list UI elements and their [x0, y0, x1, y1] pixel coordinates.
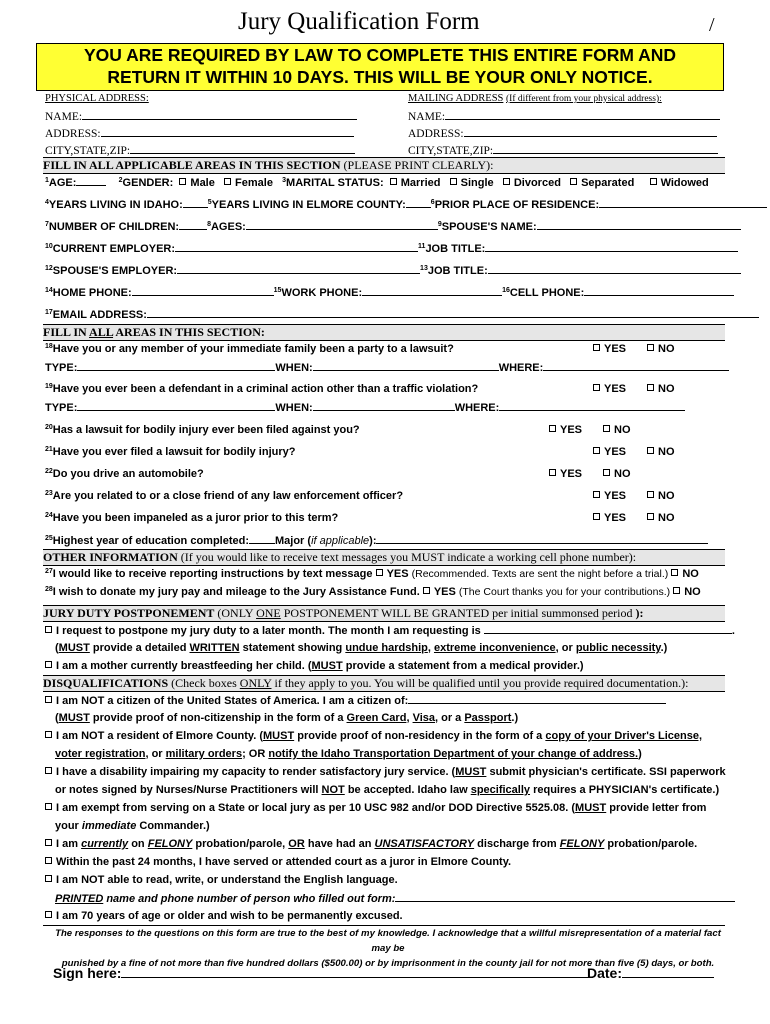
disq-served: Within the past 24 months, I have served or attended court as a juror in Elmore County. — [45, 855, 511, 869]
email-field[interactable] — [147, 307, 759, 318]
section-postponement-header: JURY DUTY POSTPONEMENT (ONLY ONE POSTPONEMENT WILL BE GRANTED per initial summonsed period ): — [43, 605, 725, 622]
q21-yes-option[interactable]: YES — [593, 445, 626, 459]
disq-served-checkbox[interactable] — [45, 857, 52, 864]
disclaimer-line-1: The responses to the questions on this form are true to the best of my knowledge. I acknowledge that a willful misrepresentation of a material fact may be — [55, 928, 721, 954]
q20-yes-checkbox[interactable] — [549, 425, 556, 432]
q28-no-option[interactable]: NO — [673, 586, 701, 598]
q19-yes-checkbox[interactable] — [593, 384, 600, 391]
question-18: $^{18}$Have you or any member of your immediate family been a party to a lawsuit? — [45, 343, 454, 355]
q18-yes-checkbox[interactable] — [593, 344, 600, 351]
q20-yes-option[interactable]: YES — [549, 423, 582, 437]
physical-name-field[interactable]: NAME: — [45, 109, 357, 124]
disq-felony-checkbox[interactable] — [45, 839, 52, 846]
separated-checkbox[interactable] — [570, 178, 577, 185]
personal-row-3: $^7$NUMBER OF CHILDREN: $^8$AGES: $^9$SPOUSE'S NAME: — [45, 219, 741, 234]
disq-english-checkbox[interactable] — [45, 875, 52, 882]
q27-no-checkbox[interactable] — [671, 569, 678, 576]
disq-military: I am exempt from serving on a State or local jury as per 10 USC 982 and/or DOD Directive 5525.08. (MUST provide letter from — [45, 801, 706, 815]
q23-no-checkbox[interactable] — [647, 491, 654, 498]
disq-disability: I have a disability impairing my capacity to render satisfactory jury service. (MUST submit physician's certificate. SSI paperwork — [45, 765, 726, 779]
q18-when-field[interactable] — [313, 360, 499, 371]
job-title-field[interactable] — [485, 241, 738, 252]
signature-field[interactable] — [121, 964, 593, 978]
major-field[interactable] — [376, 533, 708, 544]
q20-no-checkbox[interactable] — [603, 425, 610, 432]
personal-row-7: $^{17}$EMAIL ADDRESS: — [45, 307, 759, 322]
disq-citizen-note: (MUST provide proof of non-citizenship in the form of a Green Card, Visa, or a Passport.) — [55, 712, 519, 724]
widowed-option[interactable]: Widowed — [650, 177, 709, 189]
single-checkbox[interactable] — [450, 178, 457, 185]
mailing-csz-field[interactable]: CITY,STATE,ZIP: — [408, 143, 718, 158]
section-all-areas-header: FILL IN ALL AREAS IN THIS SECTION: — [43, 324, 725, 341]
q18-yes-option[interactable]: YES — [593, 342, 626, 356]
employer-field[interactable] — [175, 241, 418, 252]
banner-line-2: RETURN IT WITHIN 10 DAYS. THIS WILL BE YOUR ONLY NOTICE. — [107, 67, 653, 87]
male-checkbox[interactable] — [179, 178, 186, 185]
q19-where-field[interactable] — [499, 400, 685, 411]
female-option[interactable]: Female — [224, 177, 273, 189]
physical-address-field[interactable]: ADDRESS: — [45, 126, 354, 141]
question-27: $^{27}$I would like to receive reporting instructions by text message YES (Recommended. Texts are sent the night before a trial.) NO — [45, 568, 699, 580]
physical-address-header: PHYSICAL ADDRESS: — [45, 93, 149, 104]
banner-line-1: YOU ARE REQUIRED BY LAW TO COMPLETE THIS ENTIRE FORM AND — [83, 45, 677, 65]
postpone-note: (MUST provide a detailed WRITTEN statement showing undue hardship, extreme inconvenience, or public necessity.) — [55, 642, 668, 654]
q24-no-option[interactable]: NO — [647, 511, 675, 525]
question-25: $^{25}$Highest year of education completed: Major (if applicable): — [45, 533, 708, 548]
q28-yes-checkbox[interactable] — [423, 587, 430, 594]
q21-no-option[interactable]: NO — [647, 445, 675, 459]
q28-no-checkbox[interactable] — [673, 587, 680, 594]
q27-no-option[interactable]: NO — [671, 568, 699, 580]
breastfeeding-option: I am a mother currently breastfeeding her child. (MUST provide a statement from a medical provider.) — [45, 659, 584, 673]
q24-yes-checkbox[interactable] — [593, 513, 600, 520]
spouse-name-field[interactable] — [537, 219, 741, 230]
breastfeeding-checkbox[interactable] — [45, 661, 52, 668]
question-19: $^{19}$Have you ever been a defendant in a criminal action other than a traffic violation? — [45, 383, 479, 395]
years-idaho-field[interactable] — [183, 197, 208, 208]
disq-disability-note: or notes signed by Nurses/Nurse Practitioners will NOT be accepted. Idaho law specifically requires a PHYSICIAN's certificate.) — [55, 784, 720, 796]
disq-resident-checkbox[interactable] — [45, 731, 52, 738]
form-title: Jury Qualification Form — [238, 8, 480, 35]
divorced-checkbox[interactable] — [503, 178, 510, 185]
q22-no-option[interactable]: NO — [603, 467, 631, 481]
mailing-address-field[interactable]: ADDRESS: — [408, 126, 717, 141]
question-21: $^{21}$Have you ever filed a lawsuit for bodily injury? — [45, 446, 296, 458]
disq-citizen-checkbox[interactable] — [45, 696, 52, 703]
postpone-checkbox[interactable] — [45, 626, 52, 633]
question-28: $^{28}$I wish to donate my jury pay and mileage to the Jury Assistance Fund. YES (The Court thanks you for your contributions.) NO — [45, 586, 701, 598]
widowed-checkbox[interactable] — [650, 178, 657, 185]
q19-type-field[interactable] — [77, 400, 275, 411]
cell-phone-field[interactable] — [584, 285, 734, 296]
married-checkbox[interactable] — [390, 178, 397, 185]
separated-option[interactable]: Separated — [570, 177, 634, 189]
disq-age: I am 70 years of age or older and wish to be permanently excused. — [45, 909, 403, 923]
physical-csz-field[interactable]: CITY,STATE,ZIP: — [45, 143, 355, 158]
date-field[interactable] — [622, 964, 714, 978]
q22-yes-option[interactable]: YES — [549, 467, 582, 481]
q27-yes-option[interactable]: YES — [376, 568, 409, 580]
years-elmore-field[interactable] — [406, 197, 431, 208]
disq-citizen: I am NOT a citizen of the United States of America. I am a citizen of: — [45, 693, 666, 708]
disq-resident: I am NOT a resident of Elmore County. (MUST provide proof of non-residency in the form of a copy of your Driver's License, — [45, 729, 702, 743]
spouse-job-title-field[interactable] — [488, 263, 741, 274]
female-checkbox[interactable] — [224, 178, 231, 185]
question-24: $^{24}$Have you been impaneled as a juror prior to this term? — [45, 512, 339, 524]
personal-row-4: $^{10}$CURRENT EMPLOYER: $^{11}$JOB TITLE: — [45, 241, 738, 256]
spouse-employer-field[interactable] — [177, 263, 420, 274]
q18-type-field[interactable] — [77, 360, 275, 371]
q22-yes-checkbox[interactable] — [549, 469, 556, 476]
section-other-info-header: OTHER INFORMATION (If you would like to receive text messages you MUST indicate a working cell phone number): — [43, 549, 725, 566]
date-row: Date: — [587, 964, 714, 981]
q19-details: TYPE: WHEN: WHERE: — [45, 400, 685, 415]
ages-field[interactable] — [246, 219, 438, 230]
signature-row: Sign here: — [53, 964, 593, 981]
section-applicable-header: FILL IN ALL APPLICABLE AREAS IN THIS SECTION (PLEASE PRINT CLEARLY): — [43, 157, 725, 174]
section-disqualifications-header: DISQUALIFICATIONS (Check boxes ONLY if they apply to you. You will be qualified until you provide required documentation.): — [43, 675, 725, 692]
filled-by-field[interactable] — [395, 891, 735, 902]
home-phone-field[interactable] — [132, 285, 274, 296]
postpone-request: I request to postpone my jury duty to a later month. The month I am requesting is . — [45, 623, 735, 638]
q23-yes-checkbox[interactable] — [593, 491, 600, 498]
disq-military-checkbox[interactable] — [45, 803, 52, 810]
q19-when-field[interactable] — [313, 400, 455, 411]
single-option[interactable]: Single — [450, 177, 494, 189]
disq-disability-checkbox[interactable] — [45, 767, 52, 774]
q24-no-checkbox[interactable] — [647, 513, 654, 520]
q20-no-option[interactable]: NO — [603, 423, 631, 437]
disclaimer-line-2: punished by a fine of not more than five hundred dollars ($500.00) or by imprisonment in the county jail for not more than five (5) days, or both. — [61, 958, 715, 969]
citizen-of-field[interactable] — [408, 693, 666, 704]
q23-yes-option[interactable]: YES — [593, 489, 626, 503]
q19-no-checkbox[interactable] — [647, 384, 654, 391]
q18-where-field[interactable] — [543, 360, 729, 371]
q19-yes-option[interactable]: YES — [593, 382, 626, 396]
personal-row-5: $^{12}$SPOUSE'S EMPLOYER: $^{13}$JOB TITLE: — [45, 263, 741, 278]
age-field[interactable] — [76, 175, 106, 186]
personal-row-1: $^1$AGE: $^2$GENDER: Male Female $^3$MARITAL STATUS: Married Single Divorced Separated Widowed — [45, 177, 709, 189]
disq-english-note: PRINTED name and phone number of person who filled out form: — [55, 891, 735, 906]
q21-yes-checkbox[interactable] — [593, 447, 600, 454]
personal-row-2: $^4$YEARS LIVING IN IDAHO: $^5$YEARS LIVING IN ELMORE COUNTY: $^6$PRIOR PLACE OF RESIDENCE: — [45, 197, 767, 212]
q18-details: TYPE: WHEN: WHERE: — [45, 360, 729, 375]
q28-yes-option[interactable]: YES — [423, 586, 456, 598]
male-option[interactable]: Male — [179, 177, 214, 189]
q18-no-option[interactable]: NO — [647, 342, 675, 356]
disq-english: I am NOT able to read, write, or understand the English language. — [45, 873, 398, 887]
married-option[interactable]: Married — [390, 177, 441, 189]
personal-row-6: $^{14}$HOME PHONE: $^{15}$WORK PHONE: $^{16}$CELL PHONE: — [45, 285, 734, 300]
disq-felony: I am currently on FELONY probation/parole, OR have had an UNSATISFACTORY discharge from FELONY probation/parole. — [45, 837, 697, 851]
work-phone-field[interactable] — [362, 285, 502, 296]
mailing-address-header: MAILING ADDRESS (If different from your physical address): — [408, 93, 662, 104]
divorced-option[interactable]: Divorced — [503, 177, 561, 189]
question-22: $^{22}$Do you drive an automobile? — [45, 468, 204, 480]
q22-no-checkbox[interactable] — [603, 469, 610, 476]
q19-no-option[interactable]: NO — [647, 382, 675, 396]
disq-resident-note: voter registration, or military orders; OR notify the Idaho Transportation Department of your change of address.) — [55, 748, 642, 760]
title-slash: / — [709, 14, 715, 36]
question-23: $^{23}$Are you related to or a close friend of any law enforcement officer? — [45, 490, 404, 502]
q27-yes-checkbox[interactable] — [376, 569, 383, 576]
notice-banner — [36, 43, 724, 91]
disq-military-note: your immediate Commander.) — [55, 820, 210, 832]
education-field[interactable] — [249, 533, 275, 544]
disq-age-checkbox[interactable] — [45, 911, 52, 918]
q23-no-option[interactable]: NO — [647, 489, 675, 503]
question-20: $^{20}$Has a lawsuit for bodily injury ever been filed against you? — [45, 424, 360, 436]
children-field[interactable] — [179, 219, 207, 230]
q18-no-checkbox[interactable] — [647, 344, 654, 351]
q21-no-checkbox[interactable] — [647, 447, 654, 454]
mailing-name-field[interactable]: NAME: — [408, 109, 720, 124]
prior-residence-field[interactable] — [599, 197, 767, 208]
q24-yes-option[interactable]: YES — [593, 511, 626, 525]
postpone-month-field[interactable] — [484, 623, 732, 634]
